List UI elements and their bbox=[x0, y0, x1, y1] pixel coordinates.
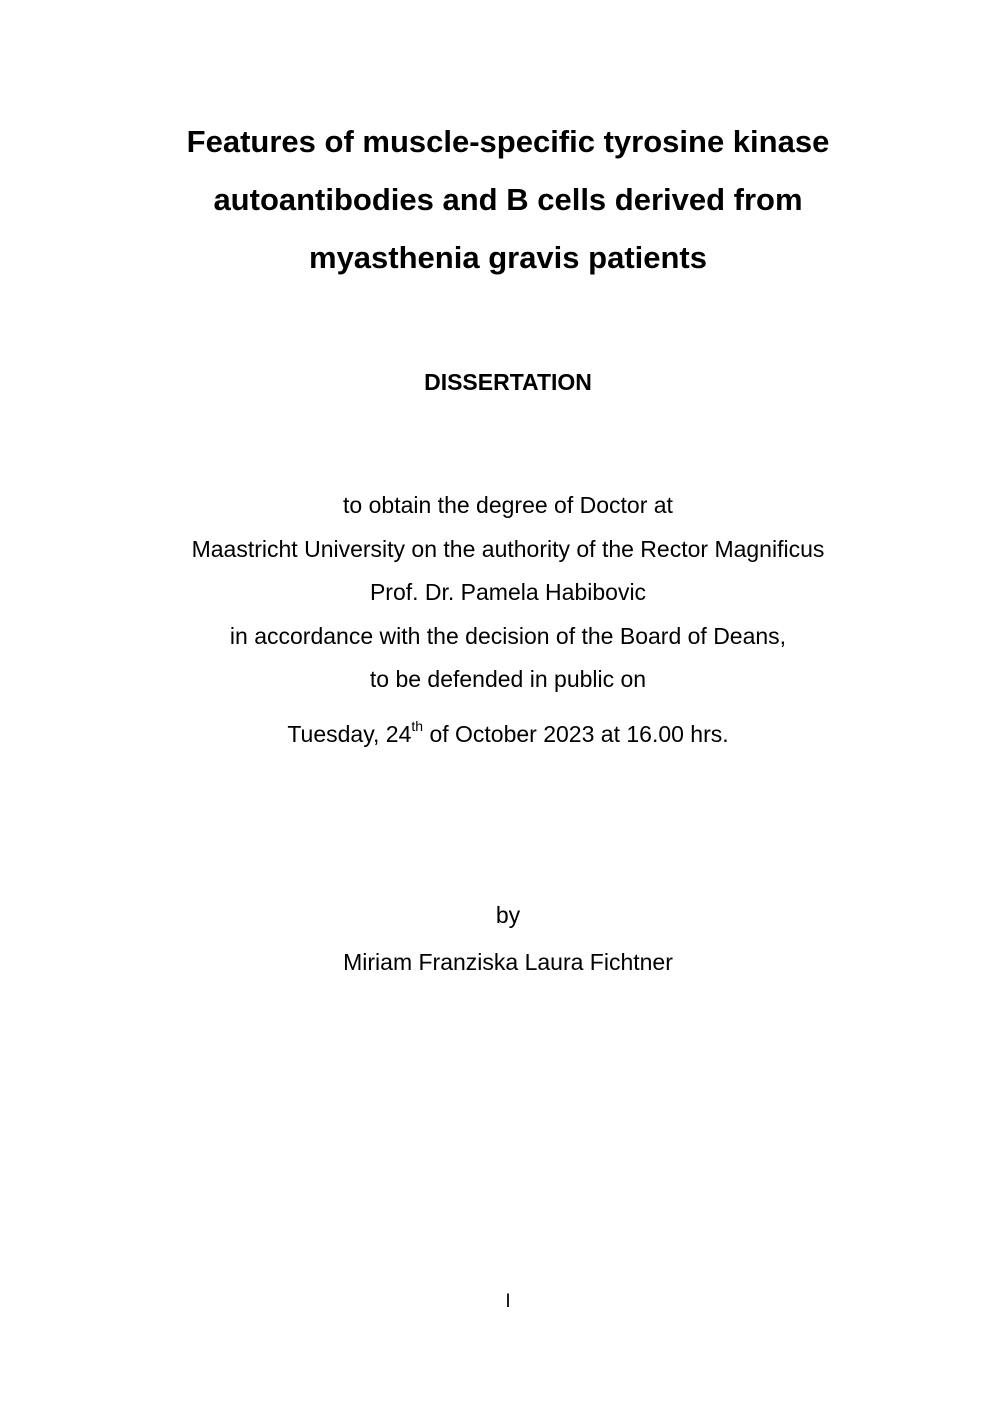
author-name: Miriam Franziska Laura Fichtner bbox=[343, 949, 673, 975]
statement-line: in accordance with the decision of the Board of Deans, bbox=[229, 622, 787, 649]
defense-date bbox=[0, 716, 1004, 752]
statement-line: to be defended in public on bbox=[369, 666, 647, 692]
by-label: by bbox=[495, 902, 521, 928]
date-suffix: of October 2023 at 16.00 hrs. bbox=[423, 721, 729, 747]
date-prefix: Tuesday, 24 bbox=[287, 721, 412, 747]
statement-line: Prof. Dr. Pamela Habibovic bbox=[369, 579, 647, 605]
statement-line: to obtain the degree of Doctor at bbox=[343, 492, 673, 518]
dissertation-title bbox=[0, 113, 1004, 287]
statement-line: Maastricht University on the authority of the Rector Magnificus bbox=[191, 535, 825, 562]
date-ordinal-suffix: th bbox=[411, 718, 424, 734]
title-line: Features of muscle-specific tyrosine kinase bbox=[186, 124, 830, 159]
dissertation-heading: DISSERTATION bbox=[424, 369, 592, 395]
page-number: I bbox=[505, 1291, 511, 1312]
title-line: myasthenia gravis patients bbox=[309, 240, 707, 275]
degree-statement bbox=[0, 484, 1004, 702]
title-line: autoantibodies and B cells derived from bbox=[213, 182, 803, 217]
